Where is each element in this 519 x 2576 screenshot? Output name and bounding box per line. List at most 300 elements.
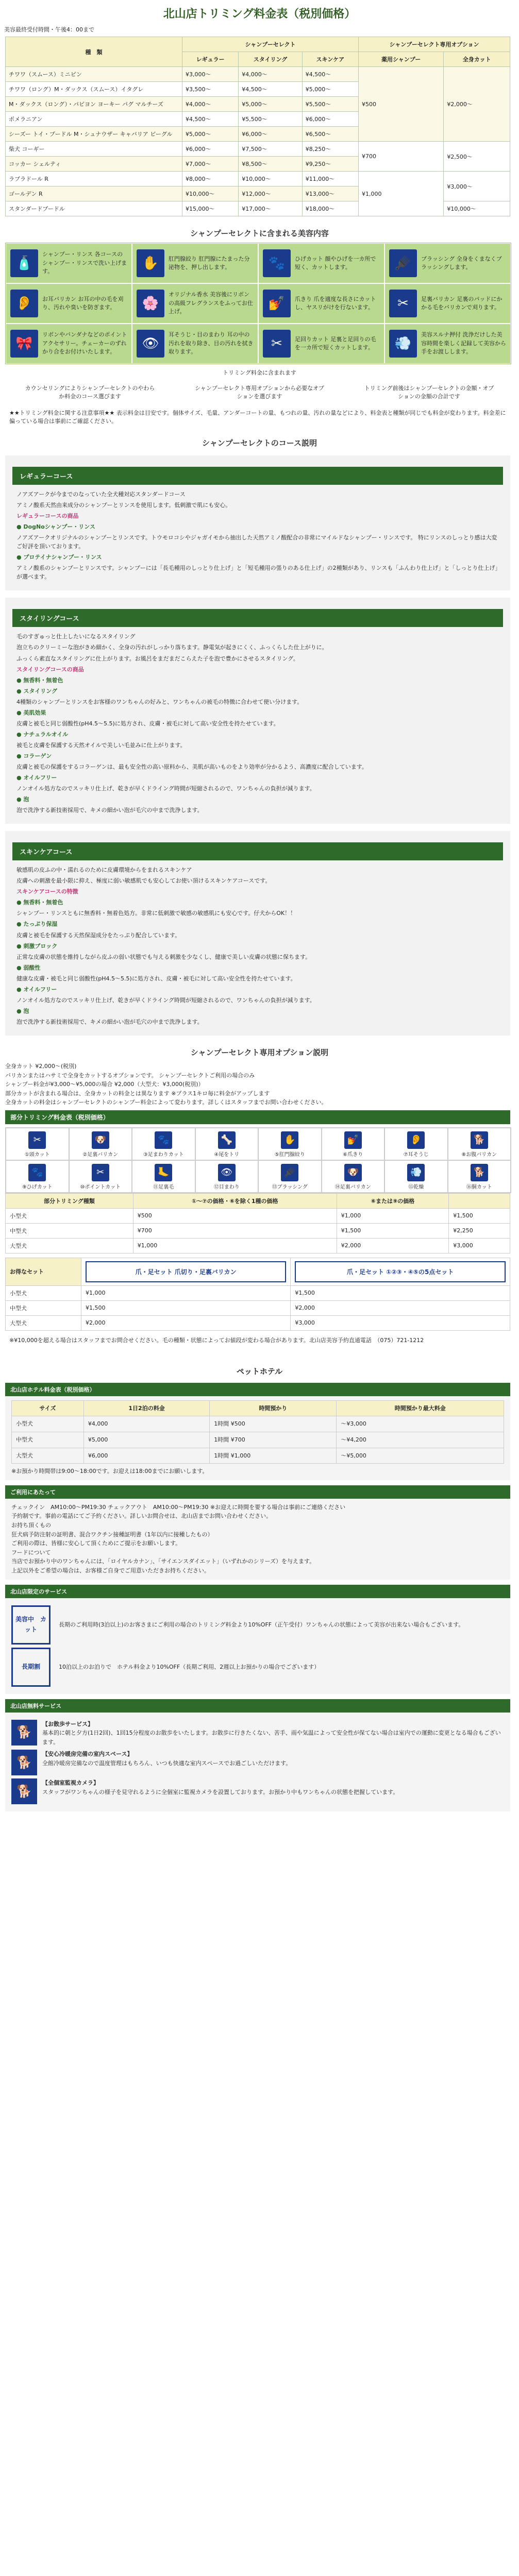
feature-text: 耳そうじ・目のまわり 耳の中の汚れを取り除き、目の汚れを拭き取ります。	[169, 331, 254, 355]
set2-title	[291, 1258, 510, 1285]
partial-size: 大型犬	[6, 1238, 133, 1253]
guide-body	[5, 1499, 510, 1580]
service-text	[42, 1720, 504, 1747]
partial-item	[69, 1128, 132, 1160]
pet-hotel-title: ペットホテル	[236, 1366, 283, 1376]
feature-text: ブラッシング 全身をくまなくブラッシングします。	[421, 255, 502, 270]
course-line: 皮膚と被毛の保護をするコラーゲンは、最も安全性の高い原料から、美肌が高いものをより効率が分かるよう、高濃度に配合しています。	[16, 763, 367, 770]
course-line: アミノ酸系のシャンプーとリンスです。シャンプーには「長毛種用のしっとり仕上げ」と「短毛種用の張りのある仕上げ」の2種類があり、リンスも「ふんわり仕上げ」と「しっとり仕上げ」が選べます。	[16, 565, 498, 581]
set-b: ¥1,500	[291, 1285, 510, 1300]
partial-row	[6, 1238, 510, 1253]
course-line: スキンケアコースの特徴	[16, 888, 78, 895]
feature-text: 肛門腺絞り 肛門腺にたまった分泌物を、押し出します。	[169, 255, 250, 270]
feature-text: 美容スルナ押付 洗浄だけした美容時間を楽しく記録して美容から手をお渡しします。	[421, 331, 506, 355]
course-line: 泡で洗浄する新技術採用で、キメの細かい泡が毛穴の中まで洗浄します。	[16, 807, 203, 814]
course-line: 正常な皮膚の状態を維持しながら皮ふの弱い状態でも与える刺激を少なくし、健康で美しい皮膚の状態に保ちます。	[16, 953, 311, 960]
price-row	[6, 172, 510, 187]
styling-cell: ¥6,000〜	[239, 127, 302, 142]
ear-icon: 👂	[10, 290, 38, 317]
hotel-row	[12, 1448, 504, 1464]
guide-line: チェックイン AM10:00〜PM19:30 チェックアウト AM10:00〜PM19:30 ※お迎えに時間を要する場合は事前にご連絡ください	[11, 1503, 346, 1511]
service-title: 【安心冷暖房完備の室内スペース】	[42, 1751, 133, 1758]
hotel-a: ¥6,000	[83, 1448, 209, 1464]
partial-label: ⑩ポイントカット	[80, 1184, 121, 1190]
hotel-services-head: 北山店無料サービス	[5, 1699, 510, 1713]
hotel-price-block	[5, 1383, 510, 1480]
course-line: ● 無香料・無着色	[16, 899, 63, 906]
course-line: 4種類のシャンプーとリンスをお客様のワンちゃんの好みと、ワンちゃんの被毛の特徴に合わせて使い分けます。	[16, 698, 303, 705]
partial-label: ④尾をトリ	[214, 1151, 240, 1158]
feature-item	[132, 324, 258, 364]
option-badge: 長期割	[11, 1648, 51, 1687]
hotel-table	[11, 1400, 504, 1464]
course-line: ● 弱酸性	[16, 964, 41, 971]
set-size: 大型犬	[6, 1315, 81, 1330]
fullcut-cell: ¥2,000〜	[444, 67, 510, 142]
face-icon: 🐶	[92, 1131, 109, 1149]
regular-cell: ¥6,000〜	[182, 142, 239, 157]
skincare-cell: ¥9,250〜	[302, 157, 358, 172]
styling-cell: ¥4,500〜	[239, 82, 302, 97]
regular-cell: ¥10,000〜	[182, 187, 239, 201]
regular-cell: ¥5,000〜	[182, 127, 239, 142]
styling-cell: ¥8,500〜	[239, 157, 302, 172]
option-text: 10泊以上のお泊りで ホテル料金より10%OFF（長期ご利用、2週以上お預かりの場合でございます）	[59, 1663, 320, 1670]
partial-b: ¥2,000	[337, 1238, 448, 1253]
guide-line: フードについて	[11, 1549, 51, 1556]
partial-c: ¥3,000	[449, 1238, 510, 1253]
option-text: 長期のご利用時(3泊以上)のお客さまにご利用の場合のトリミング料金より10%OFF（正午受付）ワンちゃんの状態によって美容が出来ない場合もございます。	[59, 1621, 464, 1628]
course-line: ● 泡	[16, 796, 29, 803]
shampoo-icon: 🧴	[10, 249, 38, 277]
features-grid	[5, 243, 511, 364]
set-table	[5, 1258, 510, 1331]
partial-item	[6, 1128, 69, 1160]
course-line: ● オイルフリー	[16, 986, 57, 993]
link-total[interactable]: トリミング前後はシャンプーセレクトの金額・オプションの金額の合計です	[364, 385, 494, 400]
course-line: ノアズアークが今までのなっていた全犬種対応スタンダードコース	[16, 491, 186, 498]
partial-label: ③足まわりカット	[143, 1151, 184, 1158]
service-text	[42, 1778, 398, 1797]
partial-item	[384, 1160, 448, 1193]
dog-icon: 🐕	[11, 1750, 37, 1775]
partial-label: ⑨ひげカット	[22, 1184, 53, 1190]
price-row	[6, 142, 510, 157]
feature-text: 足裏バリカン 足裏のパッドにかかる毛をバリカンで刈ります。	[421, 295, 503, 311]
partial-item	[132, 1128, 195, 1160]
styling-cell: ¥7,500〜	[239, 142, 302, 157]
partial-a: ¥500	[133, 1208, 337, 1223]
course-line: 泡立ちのクリーミーな泡がきめ細かく、全身の汚れがしっかり落ちます。静電気が起きにくく、ふっくらした仕上がりに。	[16, 644, 328, 651]
partial-label: ⑪足裏毛	[153, 1184, 174, 1190]
skincare-header: スキンケア	[302, 52, 358, 67]
course-line: 皮膚と被毛を保護する天然保湿成分をたっぷり配合しています。	[16, 931, 181, 939]
feature-item	[6, 243, 132, 283]
partial-c: ¥1,500	[449, 1208, 510, 1223]
option-badge: 美容中 カット	[11, 1605, 51, 1645]
partial-label: ⑤肛門腺絞り	[274, 1151, 305, 1158]
partial-label: ⑥爪きり	[343, 1151, 363, 1158]
partial-label: ⑭足裏バリカン	[334, 1184, 371, 1190]
brush-icon: 🪮	[389, 249, 417, 277]
partial-a: ¥1,000	[133, 1238, 337, 1253]
set-row	[6, 1285, 510, 1300]
feature-text: ひげカット 顔やひげを一カ所で短く、カットします。	[295, 255, 376, 270]
hotel-c: 〜¥3,000	[337, 1416, 504, 1432]
nail-icon: 💅	[263, 290, 291, 317]
hotel-service	[11, 1778, 504, 1804]
styling-cell: ¥5,000〜	[239, 97, 302, 112]
service-body: 全館冷暖房完備なので温度管理はもちろん、いつも快適な室内スペースでお過ごしいただけます。	[42, 1759, 292, 1767]
partial-label: ②足裏バリカン	[82, 1151, 119, 1158]
tail-icon: 🦴	[218, 1131, 236, 1149]
skincare-cell: ¥13,000〜	[302, 187, 358, 201]
guide-line: ご利用の際は、皆様に安心して頂くためにご提示をお願いします。	[11, 1540, 181, 1547]
hotel-b: 1時間 ¥500	[210, 1416, 337, 1432]
course-line: ふっくら素直なスタイリングに仕上がります。お風呂をまだまだこらえた子を泡で豊かにさせるスタイリング。	[16, 655, 299, 662]
option-intro-line: 全身カットの料金はシャンプーセレクトのシャンプー料金によって変わります。詳しくはスタッフまでお問い合わせください。	[5, 1099, 327, 1106]
partial-c: ¥2,250	[449, 1223, 510, 1238]
partial-item	[448, 1160, 511, 1193]
course-head: スキンケアコース	[12, 842, 503, 860]
hotel-option-body	[5, 1598, 510, 1694]
course-block	[5, 598, 510, 824]
regular-cell: ¥3,000〜	[182, 67, 239, 82]
ribbon-icon: 🎀	[10, 330, 38, 358]
hotel-size: 中型犬	[12, 1432, 84, 1448]
hotel-note: ※お預かり時間帯は9:00〜18:00です。お迎えは18:00までにお願いします。	[11, 1468, 208, 1475]
hotel-row	[12, 1432, 504, 1448]
foot-icon: 🦶	[155, 1164, 172, 1181]
course-line: ノンオイル処方なのでスッキリ仕上げ、乾きが早くドライング時間が短縮されるので、ワンちゃんの負担が減ります。	[16, 785, 315, 792]
partial-bar: 部分トリミング料金表（税別価格）	[5, 1110, 510, 1124]
feature-item	[6, 283, 132, 324]
pad-icon: ✂	[389, 290, 417, 317]
feature-text: オリジナル香水 美容後にリボンの高級フレグランスをふってお仕上げ。	[169, 291, 254, 315]
gland-icon: ✋	[281, 1131, 298, 1149]
guide-block	[5, 1485, 510, 1580]
breed-cell: コッカー シェルティ	[6, 157, 182, 172]
scissors-icon: ✂	[28, 1131, 46, 1149]
regular-cell: ¥4,000〜	[182, 97, 239, 112]
option-intro-line: シャンプー料金が¥3,000〜¥5,000の場合 ¥2,000（大型犬：¥3,000(税別)）	[5, 1081, 204, 1088]
course-head: スタイリングコース	[12, 609, 503, 627]
gland-icon: ✋	[137, 249, 164, 277]
body-icon: 🐕	[471, 1131, 488, 1149]
skincare-cell: ¥8,250〜	[302, 142, 358, 157]
course-head: レギュラーコース	[12, 467, 503, 485]
medicated-cell: ¥500	[358, 67, 443, 142]
course-line: ● 無香料・無着色	[16, 676, 63, 684]
dryer-icon: 💨	[389, 330, 417, 358]
course-line: ● コラーゲン	[16, 752, 52, 759]
page-title: 北山店トリミング料金表（税別価格）	[163, 8, 356, 21]
partial-item	[322, 1128, 385, 1160]
partial-item	[258, 1128, 322, 1160]
hotel-a: ¥4,000	[83, 1416, 209, 1432]
feature-text: 足回りカット 足裏と足回りの毛を一カ所で短くカットします。	[295, 335, 376, 351]
hotel-b: 1時間 ¥1,000	[210, 1448, 337, 1464]
partial-size: 中型犬	[6, 1223, 133, 1238]
skincare-cell: ¥5,000〜	[302, 82, 358, 97]
course-line: 健康な皮膚・被毛と同じ弱酸性(pH4.5〜5.5)に処方され、皮膚・被毛に対して高い安全性を持たせています。	[16, 975, 296, 982]
partial-label: ⑧お腹バリカン	[461, 1151, 497, 1158]
hotel-b: 1時間 ¥700	[210, 1432, 337, 1448]
feature-item	[258, 243, 384, 283]
hotel-option	[11, 1648, 504, 1687]
features-title: シャンプーセレクトに含まれる美容内容	[190, 229, 329, 238]
skincare-cell: ¥6,000〜	[302, 112, 358, 127]
feature-item	[132, 283, 258, 324]
guide-line: 当店でお預かり中のワンちゃんには、「ロイヤルカナン」、「サイエンスダイエット」（いずれかのシリーズ）を与えます。	[11, 1558, 315, 1565]
partial-b: ¥1,500	[337, 1223, 448, 1238]
course-line: ● オイルフリー	[16, 774, 57, 782]
course-line: ● 泡	[16, 1007, 29, 1014]
hotel-a: ¥5,000	[83, 1432, 209, 1448]
feature-text: リボンやバンダナなどのポイントアクセサリー。チェーカーのずれかり合をお付けいたします。	[42, 331, 127, 355]
hotel-head-size: サイズ	[12, 1400, 84, 1416]
guide-line: お持ち頂くもの	[11, 1522, 51, 1529]
set-row	[6, 1315, 510, 1330]
trim-note: トリミング料金に含まれます	[223, 369, 296, 376]
course-line: レギュラーコースの商品	[16, 513, 79, 520]
ear-clean-icon: 👁	[137, 330, 164, 358]
nail-icon: 💅	[344, 1131, 362, 1149]
breed-cell: スタンダードプードル	[6, 201, 182, 216]
regular-cell: ¥3,500〜	[182, 82, 239, 97]
link-counseling[interactable]: カウンセリングによりシャンプーセレクトのやわらか料金のコース選びます	[25, 385, 155, 400]
feature-text: シャンプー・リンス 各コースのシャンプー・リンスで洗い上げます。	[42, 251, 127, 275]
breed-cell: M・ダックス（ロング）・パピヨン ヨーキー パグ マルチーズ	[6, 97, 182, 112]
option-header: シャンプーセレクト専用オプション	[358, 37, 510, 52]
eye-icon: 👁	[218, 1164, 236, 1181]
courses	[0, 455, 519, 1036]
feature-item	[6, 324, 132, 364]
partial-head-b: ⑥または⑨の価格	[337, 1193, 448, 1208]
hotel-row	[12, 1416, 504, 1432]
body-icon: 🐕	[471, 1164, 488, 1181]
styling-cell: ¥4,000〜	[239, 67, 302, 82]
partial-a: ¥700	[133, 1223, 337, 1238]
course-line: ノンオイル処方なのでスッキリ仕上げ、乾きが早くドライング時間が短縮されるので、ワンちゃんの負担が減ります。	[16, 996, 315, 1004]
styling-cell: ¥17,000〜	[239, 201, 302, 216]
partial-label: ⑬ブラッシング	[272, 1184, 308, 1190]
partial-label: ①頭カット	[24, 1151, 50, 1158]
regular-header: レギュラー	[182, 52, 239, 67]
partial-row	[6, 1208, 510, 1223]
hotel-option-head: 北山店限定のサービス	[5, 1585, 510, 1598]
regular-cell: ¥7,000〜	[182, 157, 239, 172]
partial-head-kind: 部分トリミング種類	[6, 1193, 133, 1208]
hotel-head-hour: 時間預かり	[210, 1400, 337, 1416]
option-intro-line: 全身カット ¥2,000〜(税別)	[5, 1062, 77, 1070]
brush-icon: 🪮	[281, 1164, 298, 1181]
hotel-services-body	[5, 1713, 510, 1812]
course-line: ● 刺激ブロック	[16, 942, 58, 950]
skincare-cell: ¥11,000〜	[302, 172, 358, 187]
fullcut-header: 全身カット	[444, 52, 510, 67]
course-block	[5, 831, 510, 1036]
partial-item	[132, 1160, 195, 1193]
partial-b: ¥1,000	[337, 1208, 448, 1223]
partial-label: ⑫目まわり	[213, 1184, 240, 1190]
course-line: 被毛と皮膚を保護する天然オイルで美しい毛並みに仕上がります。	[16, 741, 186, 749]
course-line: ● スタイリング	[16, 687, 57, 694]
skincare-cell: ¥5,500〜	[302, 97, 358, 112]
guide-line: 狂犬病予防注射の証明書、混合ワクチン接種証明書（1年以内に接種したもの）	[11, 1531, 213, 1538]
partial-icons	[5, 1127, 511, 1193]
service-title: 【全個室監視カメラ】	[42, 1780, 99, 1787]
skincare-cell: ¥18,000〜	[302, 201, 358, 216]
styling-cell: ¥5,500〜	[239, 112, 302, 127]
regular-cell: ¥15,000〜	[182, 201, 239, 216]
skincare-cell: ¥6,500〜	[302, 127, 358, 142]
foot-icon: 🐾	[155, 1131, 172, 1149]
hotel-services-block	[5, 1699, 510, 1812]
service-body: スタッフがワンちゃんの様子を見守れるように全個室に監視カメラを設置しております。お預かり中もワンちゃんの状態を把握しています。	[42, 1788, 399, 1795]
guide-line: 予約制です。事前の電話にてご予約ください。詳しいお問合せは、北山店までお問い合わせください。	[11, 1513, 272, 1520]
guide-line: 上記以外をご希望の場合は、お客様ご自身でご用意いただきお持ちください。	[11, 1567, 210, 1574]
course-line: アミノ酸系天然由来成分のシャンプーとリンスを使用します。低刺激で肌にも安心。	[16, 502, 231, 509]
set1-badge: 爪・足セット 爪切り・足裏バリカン	[86, 1261, 286, 1282]
set1-title	[81, 1258, 291, 1285]
service-text	[42, 1750, 291, 1768]
point-icon: ✂	[92, 1164, 109, 1181]
course-line: ● ナチュラルオイル	[16, 731, 69, 738]
price-body	[6, 67, 510, 216]
partial-size: 小型犬	[6, 1208, 133, 1223]
feature-item	[384, 283, 511, 324]
option-intro	[5, 1062, 514, 1107]
breed-cell: 柴犬 コーギー	[6, 142, 182, 157]
course-line: 毛のすぎゅっと仕上したいになるスタイリング	[16, 633, 136, 640]
hotel-service	[11, 1750, 504, 1775]
set-a: ¥2,000	[81, 1315, 291, 1330]
partial-item	[195, 1160, 259, 1193]
breed-cell: シーズー トイ・プードル M・シュナウザー キャバリア ビーグル	[6, 127, 182, 142]
option-section-title: シャンプーセレクト専用オプション説明	[190, 1047, 329, 1057]
dog-icon: 🐕	[11, 1778, 37, 1804]
breed-cell: チワワ（スムース）ミニピン	[6, 67, 182, 82]
skincare-cell: ¥4,500〜	[302, 67, 358, 82]
partial-label: ⑮乾燥	[408, 1184, 424, 1190]
hotel-head-max: 時間預かり最大料金	[337, 1400, 504, 1416]
hotel-head-day: 1日2泊の料金	[83, 1400, 209, 1416]
course-line: 泡で洗浄する新技術採用で、キメの細かい泡が毛穴の中まで洗浄します。	[16, 1018, 203, 1025]
fullcut-cell: ¥2,500〜	[444, 142, 510, 172]
hotel-service	[11, 1720, 504, 1747]
paw-icon: 🐾	[28, 1164, 46, 1181]
set-label: お得なセット	[6, 1258, 81, 1285]
course-line: スタイリングコースの商品	[16, 666, 84, 673]
ear-icon: 👂	[407, 1131, 425, 1149]
set-size: 中型犬	[6, 1300, 81, 1315]
course-line: ノアズアークオリジナルのシャンプーとリンスです。トウモロコシやジャガイモから抽出した天然アミノ酸配合の非常にマイルドなシャンプー・リンスです。 特にリンスのしっとり感は大変ご好評を頂いております。	[16, 534, 497, 550]
course-line: 敏感肌の皮ふの中・濡れるのために皮膚環境からをまれるスキンケア	[16, 867, 192, 874]
medicated-header: 薬用シャンプー	[358, 52, 443, 67]
feature-text: 爪きり 爪を適度な長さにカットし、ヤスリがけを行ないます。	[295, 295, 376, 311]
feature-item	[258, 283, 384, 324]
partial-row	[6, 1223, 510, 1238]
paw-icon: 🐾	[263, 249, 291, 277]
course-line: ● 美肌効果	[16, 709, 46, 716]
regular-cell: ¥8,000〜	[182, 172, 239, 187]
breed-cell: ゴールデン R	[6, 187, 182, 201]
course-line: ● DogNoシャンプー・リンス	[16, 523, 95, 531]
hotel-size: 大型犬	[12, 1448, 84, 1464]
hours-note: 美容最終受付時間・午後4：00まで	[4, 26, 94, 33]
partial-item	[195, 1128, 259, 1160]
breed-cell: ポメラニアン	[6, 112, 182, 127]
option-intro-line: バリカンまたはハサミで全身をカットするオプションです。 シャンプーセレクトご利用の場合のみ	[5, 1072, 255, 1079]
hotel-size: 小型犬	[12, 1416, 84, 1432]
shop-note: ※¥10,000を超える場合はスタッフまでお問合せください。毛の種類・状態によってお値段が変わる場合があります。北山店美容予約直通電話 （075）721-1212	[9, 1336, 424, 1344]
partial-label: ⑦耳そうじ	[403, 1151, 429, 1158]
styling-header: スタイリング	[239, 52, 302, 67]
guide-links	[5, 384, 514, 400]
partial-item	[322, 1160, 385, 1193]
fullcut-cell: ¥10,000〜	[444, 201, 510, 216]
partial-item	[258, 1160, 322, 1193]
course-line: 皮膚と被毛と同じ弱酸性(pH4.5〜5.5)に処方され、皮膚・被毛に対して高い安全性を持たせています。	[16, 720, 279, 727]
option-intro-line: 部分カットが含まれる場合は、全身カットの料金とは異なります ※プラス1キロ毎に料金がアップします	[5, 1090, 270, 1097]
perfume-icon: 🌸	[137, 290, 164, 317]
set-a: ¥1,500	[81, 1300, 291, 1315]
partial-head-c	[449, 1193, 510, 1208]
partial-item	[448, 1128, 511, 1160]
partial-item	[6, 1160, 69, 1193]
course-line: ● プロテイナシャンプー・リンス	[16, 554, 102, 561]
feature-item	[132, 243, 258, 283]
partial-label: ⑯胴カット	[466, 1184, 492, 1190]
set-row	[6, 1300, 510, 1315]
set-b: ¥3,000	[291, 1315, 510, 1330]
styling-cell: ¥12,000〜	[239, 187, 302, 201]
feature-text: お耳バリカン お耳の中の毛を刈り、汚れや臭いを防ぎます。	[42, 295, 124, 311]
price-row	[6, 67, 510, 82]
dog-icon: 🐕	[11, 1720, 37, 1745]
hotel-price-head: 北山店ホテル料金表（税別価格）	[5, 1383, 510, 1396]
cut-icon: ✂	[263, 330, 291, 358]
feature-item	[384, 324, 511, 364]
course-section-title: シャンプーセレクトのコース説明	[202, 438, 317, 448]
styling-cell: ¥10,000〜	[239, 172, 302, 187]
breed-cell: チワワ（ロング）M・ダックス（スムース）イタグレ	[6, 82, 182, 97]
asterisk-note: ★★トリミング料金に関する注意事項★★ 表示料金は目安です。個体サイズ、毛量、アンダーコートの量、もつれの量、汚れの量などにより、料金表と種類が同じでも料金が変わります。料金差に偏っている場合は事前にご確認ください。	[9, 410, 506, 425]
course-line: 皮膚への刺激を最小限に抑え、極度に弱い敏感肌でも安心してお使い頂けるスキンケアコースです。	[16, 877, 271, 885]
service-body: 基本的に朝と夕方(1日2回)、1回15分程度のお散歩をいたします。お散歩に行きたくない、苦手、雨や気温によって安全性が保てない場合は室内での運動に変更となる場合もございます。	[42, 1730, 501, 1745]
link-options[interactable]: シャンプーセレクト専用オプションから必要なオプションを選びます	[195, 385, 324, 400]
set-b: ¥2,000	[291, 1300, 510, 1315]
course-block	[5, 455, 510, 590]
hotel-option-block	[5, 1585, 510, 1694]
breed-header: 種 類	[6, 37, 182, 67]
feature-item	[258, 324, 384, 364]
hotel-c: 〜¥5,000	[337, 1448, 504, 1464]
feature-item	[384, 243, 511, 283]
medicated-cell: ¥1,000	[358, 172, 443, 216]
set-size: 小型犬	[6, 1285, 81, 1300]
select-header: シャンプーセレクト	[182, 37, 359, 52]
regular-cell: ¥4,500〜	[182, 112, 239, 127]
partial-head-a: ①〜⑦の価格・⑥を除く1種の価格	[133, 1193, 337, 1208]
dryer-icon: 💨	[407, 1164, 425, 1181]
price-table	[5, 37, 510, 216]
face-icon: 🐶	[344, 1164, 362, 1181]
course-line: シャンプー・リンスともに無香料・無着色処方。非常に低刺激で敏感の敏感肌にも安心です。仔犬からOK！！	[16, 910, 296, 917]
medicated-cell: ¥700	[358, 142, 443, 172]
partial-item	[69, 1160, 132, 1193]
